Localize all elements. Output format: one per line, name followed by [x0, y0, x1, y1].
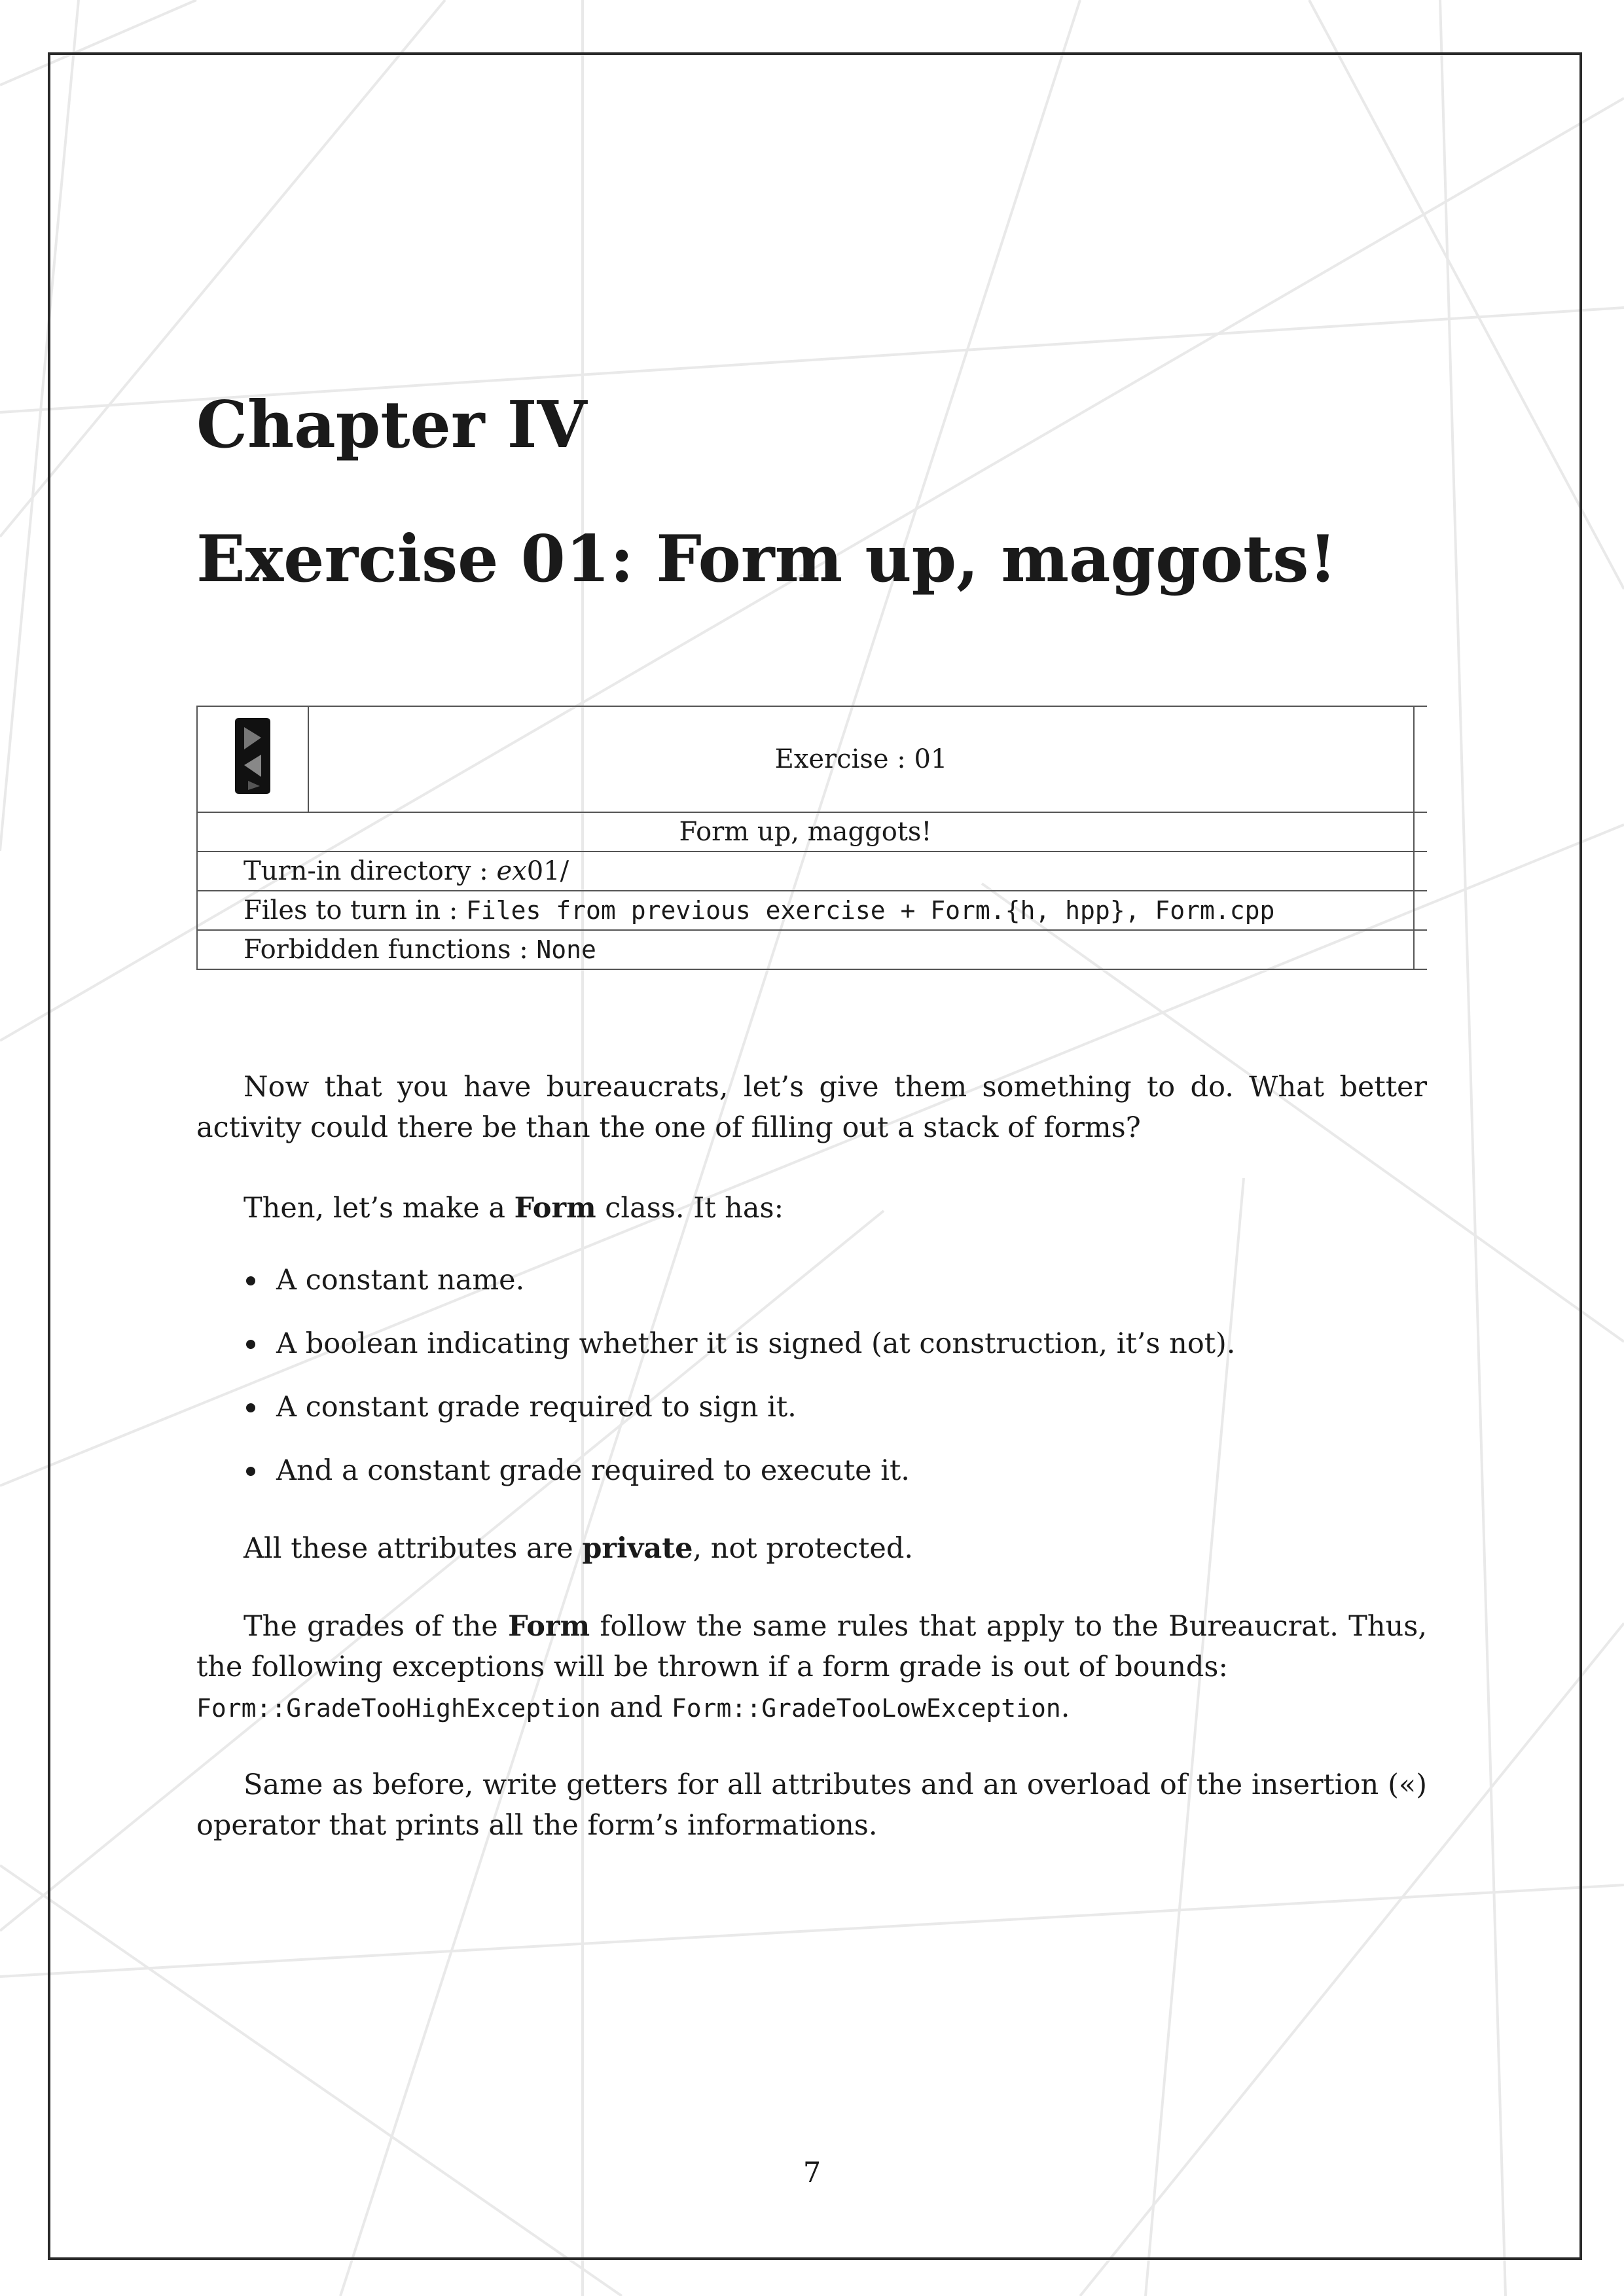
bullet-icon [246, 1340, 255, 1349]
list-item [196, 1450, 1427, 1514]
grades-paragraph [196, 1606, 1427, 1729]
exercise-info-table [196, 706, 1427, 970]
forbidden-value: None [536, 935, 596, 964]
form-class-text: Then, let’s make a [244, 1192, 514, 1225]
42-logo-icon [235, 718, 270, 794]
grades-text: The grades of the [244, 1610, 509, 1643]
table-row [197, 812, 1427, 852]
turn-in-directory [197, 852, 1414, 891]
high-exception-code: Form::GradeTooHighException [196, 1694, 601, 1723]
bullet-icon [246, 1403, 255, 1412]
private-bold: private [582, 1532, 693, 1565]
table-row [197, 930, 1427, 969]
getters-text: Same as before, write getters for all attributes and an overload of the insertion («) operator that prints all the form’s informations. [196, 1768, 1427, 1842]
grades-end: . [1060, 1691, 1070, 1724]
list-item-text: A boolean indicating whether it is signed (at construction, it’s not). [276, 1327, 1236, 1360]
table-row [197, 852, 1427, 891]
form-class-paragraph [196, 1188, 1427, 1229]
form-class-bold: Form [514, 1192, 596, 1225]
chapter-heading: Chapter IV [196, 387, 587, 463]
grades-and: and [600, 1691, 672, 1724]
list-item [196, 1323, 1427, 1387]
grades-text-mid: follow the same rules that apply to the Bureaucrat. Thus, the following exceptions will be thrown if a form grade is out of bounds: [196, 1610, 1427, 1683]
files-value: Files from previous exercise + Form.{h, hpp}, Form.cpp [466, 896, 1275, 925]
forbidden-label: Forbidden functions : [244, 935, 537, 965]
private-text-end: , not protected. [693, 1532, 914, 1565]
turn-in-dir-suffix: 01/ [526, 856, 569, 886]
bullet-icon [246, 1467, 255, 1476]
form-class-text-end: class. It has: [596, 1192, 784, 1225]
forbidden-functions [197, 930, 1414, 969]
turn-in-label: Turn-in directory : [244, 856, 497, 886]
exercise-subtitle: Form up, maggots! [197, 812, 1414, 852]
files-label: Files to turn in : [244, 895, 467, 925]
list-item [196, 1260, 1427, 1323]
list-item-text: A constant name. [276, 1264, 525, 1297]
intro-paragraph [196, 1067, 1427, 1148]
grades-bold: Form [508, 1610, 590, 1643]
bullet-icon [246, 1276, 255, 1285]
list-item-text: A constant grade required to sign it. [276, 1391, 797, 1424]
exercise-number: Exercise : 01 [308, 706, 1414, 812]
private-paragraph [196, 1528, 1427, 1569]
files-to-turn-in [197, 891, 1414, 930]
intro-text: Now that you have bureaucrats, let’s give them something to do. What better activity could there be than the one of filling out a stack of forms? [196, 1071, 1427, 1144]
list-item-text: And a constant grade required to execute it. [276, 1454, 910, 1487]
getters-paragraph [196, 1765, 1427, 1846]
list-item [196, 1387, 1427, 1450]
attribute-list [196, 1260, 1427, 1514]
private-text: All these attributes are [244, 1532, 583, 1565]
page-number: 7 [803, 2157, 821, 2189]
turn-in-dir-prefix: ex [496, 856, 527, 886]
table-row [197, 706, 1427, 812]
page-border [48, 52, 1582, 2260]
low-exception-code: Form::GradeTooLowException [671, 1694, 1061, 1723]
logo-cell [197, 706, 308, 812]
exercise-heading: Exercise 01: Form up, maggots! [196, 522, 1337, 597]
table-row [197, 891, 1427, 930]
